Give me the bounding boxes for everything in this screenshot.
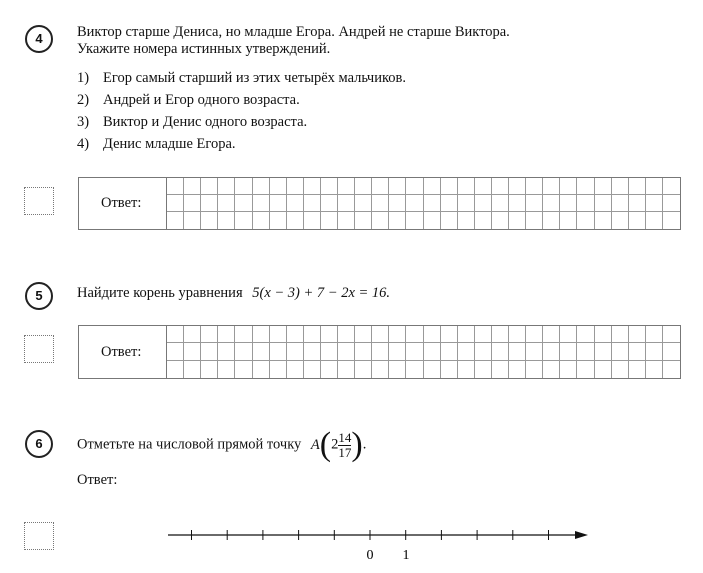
answer-cell[interactable] (235, 212, 252, 229)
answer-cell[interactable] (270, 212, 287, 229)
answer-cell[interactable] (287, 343, 304, 360)
q6-text: Отметьте на числовой прямой точку (77, 436, 302, 453)
answer-cell[interactable] (475, 178, 492, 195)
answer-cell[interactable] (663, 343, 680, 360)
answer-cell[interactable] (663, 178, 680, 195)
answer-cell[interactable] (235, 178, 252, 195)
answer-cell[interactable] (475, 212, 492, 229)
answer-cell[interactable] (595, 212, 612, 229)
answer-cell[interactable] (629, 361, 646, 378)
answer-cell[interactable] (287, 212, 304, 229)
answer-cell[interactable] (218, 178, 235, 195)
q5-answer-box[interactable] (78, 325, 681, 379)
answer-cell[interactable] (646, 343, 663, 360)
answer-cell[interactable] (270, 178, 287, 195)
answer-cell[interactable] (184, 195, 201, 212)
answer-cell[interactable] (372, 195, 389, 212)
answer-cell[interactable] (441, 361, 458, 378)
answer-cell[interactable] (321, 343, 338, 360)
q5-equation: 5(x − 3) + 7 − 2x = 16. (252, 285, 391, 301)
answer-cell[interactable] (424, 326, 441, 343)
answer-cell[interactable] (492, 178, 509, 195)
answer-cell[interactable] (253, 343, 270, 360)
answer-cell[interactable] (646, 212, 663, 229)
answer-cell[interactable] (304, 361, 321, 378)
answer-cell[interactable] (304, 195, 321, 212)
answer-cell[interactable] (184, 361, 201, 378)
answer-cell[interactable] (458, 326, 475, 343)
answer-cell[interactable] (458, 178, 475, 195)
q4-check-box (24, 187, 54, 215)
answer-cell[interactable] (338, 326, 355, 343)
answer-cell[interactable] (629, 178, 646, 195)
answer-cell[interactable] (560, 343, 577, 360)
number-line[interactable] (160, 520, 600, 565)
answer-cell[interactable] (253, 326, 270, 343)
q4-item-3: 3) Виктор и Денис одного возраста. (77, 114, 308, 130)
answer-cell[interactable] (441, 178, 458, 195)
answer-cell[interactable] (184, 178, 201, 195)
answer-cell[interactable] (287, 361, 304, 378)
answer-cell[interactable] (629, 343, 646, 360)
answer-cell[interactable] (338, 361, 355, 378)
q4-answer-box[interactable] (78, 177, 681, 230)
point-label: A (310, 436, 320, 453)
fraction: $\frac{14}{17}$ (338, 429, 352, 460)
arrow-icon (575, 531, 588, 539)
answer-cell[interactable] (184, 343, 201, 360)
question-number-4: 4 (25, 25, 53, 53)
question-number-6: 6 (25, 430, 53, 458)
answer-cell[interactable] (492, 212, 509, 229)
answer-cell[interactable] (355, 195, 372, 212)
answer-cell[interactable] (406, 212, 423, 229)
answer-cell[interactable] (492, 361, 509, 378)
answer-cell[interactable] (577, 326, 594, 343)
answer-cell[interactable] (543, 361, 560, 378)
answer-cell[interactable] (270, 361, 287, 378)
answer-cell[interactable] (441, 343, 458, 360)
answer-cell[interactable] (560, 212, 577, 229)
answer-cell[interactable] (355, 212, 372, 229)
answer-cell[interactable] (235, 361, 252, 378)
q4-text-line2: Укажите номера истинных утверждений. (77, 41, 331, 57)
answer-cell[interactable] (646, 361, 663, 378)
answer-cell[interactable] (235, 343, 252, 360)
answer-cell[interactable] (355, 178, 372, 195)
answer-cell[interactable] (167, 326, 184, 343)
answer-cell[interactable] (577, 343, 594, 360)
answer-grid[interactable] (167, 326, 680, 378)
answer-cell[interactable] (201, 212, 218, 229)
answer-cell[interactable] (612, 343, 629, 360)
answer-cell[interactable] (287, 195, 304, 212)
answer-cell[interactable] (475, 195, 492, 212)
answer-cell[interactable] (543, 178, 560, 195)
answer-cell[interactable] (389, 178, 406, 195)
answer-cell[interactable] (543, 343, 560, 360)
answer-cell[interactable] (218, 361, 235, 378)
answer-label: Ответ: (79, 326, 167, 378)
answer-grid[interactable] (167, 178, 680, 229)
answer-cell[interactable] (458, 212, 475, 229)
answer-label: Ответ: (79, 178, 167, 229)
answer-cell[interactable] (406, 361, 423, 378)
answer-cell[interactable] (612, 195, 629, 212)
answer-cell[interactable] (321, 195, 338, 212)
answer-cell[interactable] (424, 343, 441, 360)
answer-cell[interactable] (441, 326, 458, 343)
answer-cell[interactable] (526, 178, 543, 195)
answer-cell[interactable] (424, 195, 441, 212)
answer-cell[interactable] (355, 343, 372, 360)
answer-cell[interactable] (184, 212, 201, 229)
answer-cell[interactable] (287, 178, 304, 195)
answer-cell[interactable] (389, 361, 406, 378)
answer-cell[interactable] (663, 326, 680, 343)
q4-item-2: 2) Андрей и Егор одного возраста. (77, 92, 300, 108)
answer-cell[interactable] (287, 326, 304, 343)
answer-cell[interactable] (355, 326, 372, 343)
answer-cell[interactable] (560, 195, 577, 212)
answer-cell[interactable] (304, 343, 321, 360)
answer-cell[interactable] (167, 212, 184, 229)
answer-cell[interactable] (424, 178, 441, 195)
answer-cell[interactable] (424, 361, 441, 378)
q4-item-4: 4) Денис младше Егора. (77, 136, 236, 152)
answer-cell[interactable] (218, 343, 235, 360)
answer-cell[interactable] (577, 361, 594, 378)
answer-cell[interactable] (629, 212, 646, 229)
q4-item-1: 1) Егор самый старший из этих четырёх мальчиков. (77, 70, 407, 86)
q6-answer-label: Ответ: (77, 472, 118, 488)
answer-cell[interactable] (612, 326, 629, 343)
answer-cell[interactable] (509, 178, 526, 195)
answer-cell[interactable] (304, 178, 321, 195)
answer-cell[interactable] (338, 212, 355, 229)
answer-cell[interactable] (355, 361, 372, 378)
period: . (362, 436, 367, 453)
q4-text-line1: Виктор старше Дениса, но младше Егора. Андрей не старше Виктора. (77, 24, 510, 40)
answer-cell[interactable] (201, 361, 218, 378)
answer-cell[interactable] (184, 326, 201, 343)
answer-cell[interactable] (167, 361, 184, 378)
answer-cell[interactable] (253, 195, 270, 212)
answer-cell[interactable] (372, 212, 389, 229)
answer-cell[interactable] (372, 343, 389, 360)
answer-cell[interactable] (304, 212, 321, 229)
answer-cell[interactable] (218, 326, 235, 343)
answer-cell[interactable] (372, 178, 389, 195)
answer-cell[interactable] (441, 212, 458, 229)
answer-cell[interactable] (475, 343, 492, 360)
answer-cell[interactable] (201, 178, 218, 195)
answer-cell[interactable] (338, 178, 355, 195)
answer-cell[interactable] (612, 361, 629, 378)
answer-cell[interactable] (577, 212, 594, 229)
answer-cell[interactable] (424, 212, 441, 229)
answer-cell[interactable] (389, 326, 406, 343)
answer-cell[interactable] (577, 178, 594, 195)
answer-cell[interactable] (509, 212, 526, 229)
answer-cell[interactable] (509, 326, 526, 343)
answer-cell[interactable] (526, 212, 543, 229)
answer-cell[interactable] (509, 343, 526, 360)
tick-label-0: 0 (366, 548, 374, 563)
answer-cell[interactable] (526, 195, 543, 212)
answer-cell[interactable] (492, 326, 509, 343)
answer-cell[interactable] (270, 195, 287, 212)
answer-cell[interactable] (218, 195, 235, 212)
answer-cell[interactable] (595, 195, 612, 212)
answer-cell[interactable] (406, 343, 423, 360)
answer-cell[interactable] (646, 326, 663, 343)
answer-cell[interactable] (406, 195, 423, 212)
answer-cell[interactable] (406, 326, 423, 343)
answer-cell[interactable] (201, 343, 218, 360)
answer-cell[interactable] (595, 343, 612, 360)
answer-cell[interactable] (338, 195, 355, 212)
answer-cell[interactable] (389, 343, 406, 360)
q5-text: Найдите корень уравнения (77, 285, 243, 301)
answer-cell[interactable] (389, 212, 406, 229)
answer-cell[interactable] (270, 343, 287, 360)
answer-cell[interactable] (304, 326, 321, 343)
answer-cell[interactable] (543, 195, 560, 212)
answer-cell[interactable] (406, 178, 423, 195)
answer-cell[interactable] (560, 326, 577, 343)
answer-cell[interactable] (253, 212, 270, 229)
answer-cell[interactable] (509, 361, 526, 378)
answer-cell[interactable] (270, 326, 287, 343)
answer-cell[interactable] (253, 178, 270, 195)
answer-cell[interactable] (475, 361, 492, 378)
answer-cell[interactable] (201, 326, 218, 343)
answer-cell[interactable] (218, 212, 235, 229)
tick-label-1: 1 (402, 548, 410, 563)
answer-cell[interactable] (526, 361, 543, 378)
q5-check-box (24, 335, 54, 363)
answer-cell[interactable] (338, 343, 355, 360)
answer-cell[interactable] (629, 195, 646, 212)
answer-cell[interactable] (458, 361, 475, 378)
answer-cell[interactable] (526, 326, 543, 343)
answer-cell[interactable] (595, 326, 612, 343)
answer-cell[interactable] (235, 326, 252, 343)
answer-cell[interactable] (458, 195, 475, 212)
answer-cell[interactable] (475, 326, 492, 343)
answer-cell[interactable] (526, 343, 543, 360)
answer-cell[interactable] (441, 195, 458, 212)
answer-cell[interactable] (389, 195, 406, 212)
answer-cell[interactable] (321, 212, 338, 229)
answer-cell[interactable] (167, 343, 184, 360)
answer-cell[interactable] (646, 195, 663, 212)
answer-cell[interactable] (492, 343, 509, 360)
answer-cell[interactable] (577, 195, 594, 212)
answer-cell[interactable] (612, 178, 629, 195)
answer-cell[interactable] (167, 178, 184, 195)
q6-check-box (24, 522, 54, 550)
question-number-5: 5 (25, 282, 53, 310)
answer-cell[interactable] (372, 326, 389, 343)
answer-cell[interactable] (560, 361, 577, 378)
answer-cell[interactable] (663, 195, 680, 212)
answer-cell[interactable] (167, 195, 184, 212)
answer-cell[interactable] (253, 361, 270, 378)
mixed-whole: 2 (331, 436, 339, 453)
answer-cell[interactable] (321, 326, 338, 343)
answer-cell[interactable] (629, 326, 646, 343)
answer-cell[interactable] (372, 361, 389, 378)
answer-cell[interactable] (201, 195, 218, 212)
answer-cell[interactable] (543, 212, 560, 229)
answer-cell[interactable] (321, 178, 338, 195)
answer-cell[interactable] (492, 195, 509, 212)
answer-cell[interactable] (321, 361, 338, 378)
answer-cell[interactable] (595, 361, 612, 378)
answer-cell[interactable] (663, 212, 680, 229)
answer-cell[interactable] (663, 361, 680, 378)
answer-cell[interactable] (543, 326, 560, 343)
answer-cell[interactable] (560, 178, 577, 195)
answer-cell[interactable] (612, 212, 629, 229)
answer-cell[interactable] (509, 195, 526, 212)
answer-cell[interactable] (646, 178, 663, 195)
answer-cell[interactable] (595, 178, 612, 195)
answer-cell[interactable] (458, 343, 475, 360)
answer-cell[interactable] (235, 195, 252, 212)
